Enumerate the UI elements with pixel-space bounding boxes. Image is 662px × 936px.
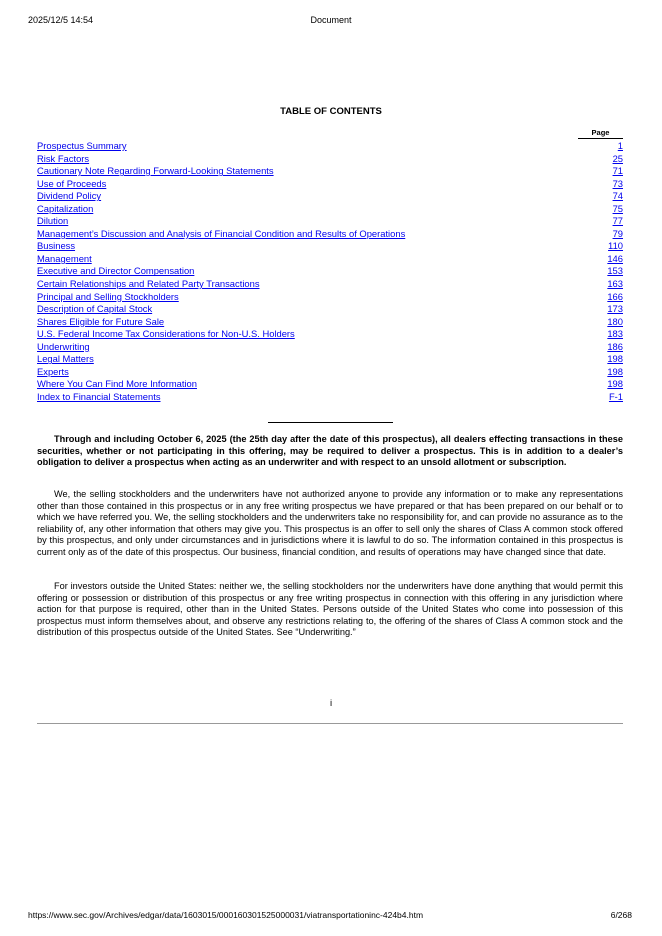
toc-row [37,240,623,253]
toc-link-dilution[interactable]: Dilution [37,215,69,227]
toc-page-link[interactable]: 77 [612,215,623,227]
toc-link-underwriting[interactable]: Underwriting [37,340,90,352]
toc-link-prospectus-summary[interactable]: Prospectus Summary [37,140,127,151]
toc-link-capital-stock[interactable]: Description of Capital Stock [37,303,153,315]
toc-page-link[interactable]: 110 [608,240,623,252]
toc-row [37,140,623,153]
print-footer-url: https://www.sec.gov/Archives/edgar/data/1603015/000160301525000031/viatransportationinc-424b4.htm [28,910,424,920]
toc-page-link[interactable]: 166 [607,290,623,302]
toc-page-column-header [37,128,623,139]
toc-link-forward-looking-statements[interactable]: Cautionary Note Regarding Forward-Looking Statements [37,165,274,177]
toc-row [37,203,623,216]
toc-row [37,378,623,391]
table-of-contents [37,128,623,403]
authorization-paragraph: We, the selling stockholders and the underwriters have not authorized anyone to provide any information or to make any representations other than those contained in this prospectus or in any free writing prospectus we have prepared or that has been prepared on our behalf or to which we have referred you. We, the selling stockholders and the underwriters take no responsibility for, and can provide no assurance as to the reliability of, any other information that others may give you. This prospectus is an offer to sell only the shares of Class A common stock offered by this prospectus, and only under circumstances and in jurisdictions where it is lawful to do so. The information contained in this prospectus is current only as of the date of this prospectus. Our business, financial condition, and results of operations may have changed since that date. [37,489,623,557]
toc-link-experts[interactable]: Experts [37,365,69,377]
toc-row [37,215,623,228]
toc-row [37,341,623,354]
toc-row [37,153,623,166]
toc-page-link[interactable]: 198 [607,365,623,377]
toc-row [37,178,623,191]
toc-page-link[interactable]: F-1 [608,390,623,402]
toc-row [37,278,623,291]
page-number: i [329,698,333,709]
toc-row [37,353,623,366]
toc-link-risk-factors[interactable]: Risk Factors [37,152,90,164]
toc-link-financial-statements[interactable]: Index to Financial Statements [37,390,161,402]
toc-page-link[interactable]: 1 [617,140,623,151]
toc-row [37,165,623,178]
toc-link-stockholders[interactable]: Principal and Selling Stockholders [37,290,179,302]
toc-row [37,303,623,316]
toc-page-link[interactable]: 173 [607,303,623,315]
toc-link-mdna[interactable]: Management’s Discussion and Analysis of Financial Condition and Results of Operations [37,227,406,239]
toc-page-header-label: Page [578,128,623,139]
toc-row [37,316,623,329]
toc-page-link[interactable]: 79 [612,227,623,239]
toc-page-link[interactable]: 198 [607,353,623,365]
toc-row [37,228,623,241]
toc-link-legal-matters[interactable]: Legal Matters [37,353,94,365]
toc-link-more-information[interactable]: Where You Can Find More Information [37,378,197,390]
toc-row [37,253,623,266]
toc-row [37,328,623,341]
toc-link-tax-considerations[interactable]: U.S. Federal Income Tax Considerations for Non-U.S. Holders [37,328,295,340]
toc-row [37,366,623,379]
toc-link-dividend-policy[interactable]: Dividend Policy [37,190,102,202]
print-footer-page-count: 6/268 [610,910,632,920]
toc-title: TABLE OF CONTENTS [280,106,382,117]
toc-link-future-sale[interactable]: Shares Eligible for Future Sale [37,315,165,327]
section-divider [268,422,393,423]
toc-page-link[interactable]: 25 [612,152,623,164]
toc-page-link[interactable]: 153 [607,265,623,277]
toc-entries [37,140,623,403]
toc-link-related-party-transactions[interactable]: Certain Relationships and Related Party Transactions [37,278,260,290]
toc-row [37,291,623,304]
toc-link-compensation[interactable]: Executive and Director Compensation [37,265,195,277]
print-datetime: 2025/12/5 14:54 [28,15,94,25]
page-bottom-rule [37,723,623,724]
toc-row [37,391,623,404]
toc-row [37,190,623,203]
toc-link-business[interactable]: Business [37,240,76,252]
toc-page-link[interactable]: 163 [607,278,623,290]
toc-page-link[interactable]: 74 [612,190,623,202]
print-document-title: Document [310,15,352,25]
dealer-notice-paragraph: Through and including October 6, 2025 (the 25th day after the date of this prospectus), all dealers effecting transactions in these securities, whether or not participating in this offering, may be required to deliver a prospectus. This is in addition to a dealer’s obligation to deliver a prospectus when acting as an underwriter and with respect to an unsold allotment or subscription. [37,434,623,468]
toc-page-link[interactable]: 198 [607,378,623,390]
toc-link-use-of-proceeds[interactable]: Use of Proceeds [37,177,107,189]
toc-row [37,265,623,278]
toc-page-link[interactable]: 73 [612,177,623,189]
toc-page-link[interactable]: 186 [607,340,623,352]
toc-page-link[interactable]: 183 [607,328,623,340]
toc-link-capitalization[interactable]: Capitalization [37,202,94,214]
toc-page-link[interactable]: 75 [612,202,623,214]
toc-page-link[interactable]: 180 [607,315,623,327]
foreign-investors-paragraph: For investors outside the United States: neither we, the selling stockholders nor the underwriters have done anything that would permit this offering or possession or distribution of this prospectus or any free writing prospectus in connection with this offering in any jurisdiction where action for that purpose is required, other than in the United States. Persons outside of the United States who come into possession of this prospectus must inform themselves about, and observe any restrictions relating to, the offering of the shares of Class A common stock and the distribution of this prospectus outside of the United States. See “Underwriting.” [37,581,623,638]
toc-page-link[interactable]: 146 [607,252,623,264]
toc-link-management[interactable]: Management [37,252,92,264]
toc-page-link[interactable]: 71 [612,165,623,177]
